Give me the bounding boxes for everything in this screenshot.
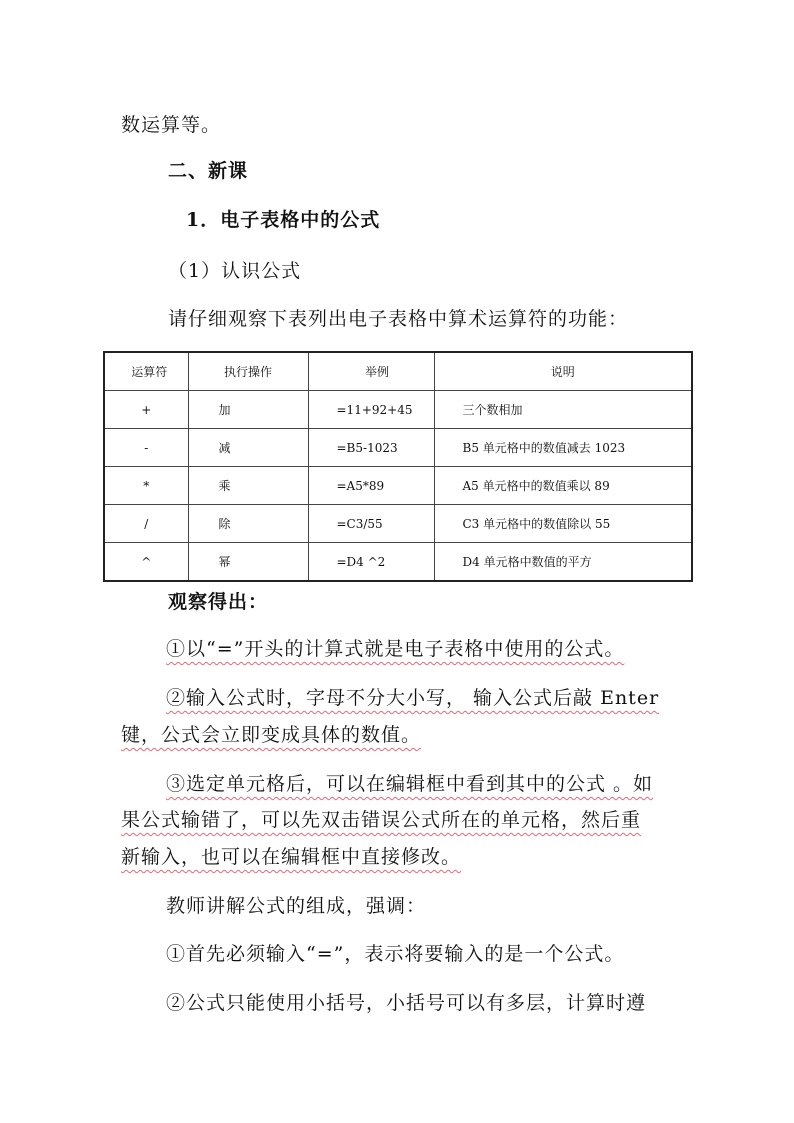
- observation-heading: 观察得出：: [168, 591, 269, 613]
- observation-2-line-1: ②输入公式时，字母不分大小写， 输入公式后敲 Enter: [166, 687, 660, 709]
- operator-cell: ^: [104, 543, 188, 582]
- header-operator: 运算符: [104, 352, 188, 391]
- description-cell: A5 单元格中的数值乘以 89: [434, 467, 692, 505]
- observation-1: ①以“=”开头的计算式就是电子表格中使用的公式。: [166, 638, 625, 660]
- header-operation: 执行操作: [188, 352, 308, 391]
- subsection-heading: 1．电子表格中的公式: [186, 209, 381, 231]
- observation-2-line-2: 键，公式会立即变成具体的数值。: [121, 724, 422, 746]
- instruction-text: 请仔细观察下表列出电子表格中算术运算符的功能：: [168, 308, 629, 330]
- operator-cell: *: [104, 467, 188, 505]
- table-row: [104, 391, 692, 429]
- table-row: [104, 543, 692, 582]
- section-heading: 二、新课: [168, 160, 249, 182]
- table-header-row: [104, 352, 692, 391]
- observation-3-line-3: 新输入，也可以在编辑框中直接修改。: [121, 846, 462, 868]
- operation-cell: 减: [188, 429, 308, 467]
- operation-cell: 幂: [188, 543, 308, 582]
- table-row: [104, 505, 692, 543]
- operator-cell: -: [104, 429, 188, 467]
- operation-cell: 除: [188, 505, 308, 543]
- teacher-line: 教师讲解公式的组成，强调：: [166, 895, 427, 917]
- table-row: [104, 467, 692, 505]
- point-heading: （1）认识公式: [168, 260, 302, 282]
- operator-cell: +: [104, 391, 188, 429]
- description-cell: 三个数相加: [434, 391, 692, 429]
- table-row: [104, 429, 692, 467]
- observation-3-line-1: ③选定单元格后，可以在编辑框中看到其中的公式 。如: [166, 773, 654, 795]
- example-cell: =11+92+45: [308, 391, 434, 429]
- operator-cell: /: [104, 505, 188, 543]
- operator-table: [103, 351, 693, 582]
- example-cell: =A5*89: [308, 467, 434, 505]
- header-description: 说明: [434, 352, 692, 391]
- header-example: 举例: [308, 352, 434, 391]
- operation-cell: 加: [188, 391, 308, 429]
- operation-cell: 乘: [188, 467, 308, 505]
- example-cell: =D4 ^2: [308, 543, 434, 582]
- emphasis-1: ①首先必须输入“=”，表示将要输入的是一个公式。: [166, 943, 625, 965]
- example-cell: =B5-1023: [308, 429, 434, 467]
- intro-line: 数运算等。: [121, 114, 222, 136]
- emphasis-2: ②公式只能使用小括号，小括号可以有多层，计算时遵: [166, 992, 647, 1014]
- description-cell: D4 单元格中数值的平方: [434, 543, 692, 582]
- example-cell: =C3/55: [308, 505, 434, 543]
- observation-3-line-2: 果公式输错了，可以先双击错误公式所在的单元格，然后重: [121, 809, 642, 831]
- description-cell: C3 单元格中的数值除以 55: [434, 505, 692, 543]
- description-cell: B5 单元格中的数值减去 1023: [434, 429, 692, 467]
